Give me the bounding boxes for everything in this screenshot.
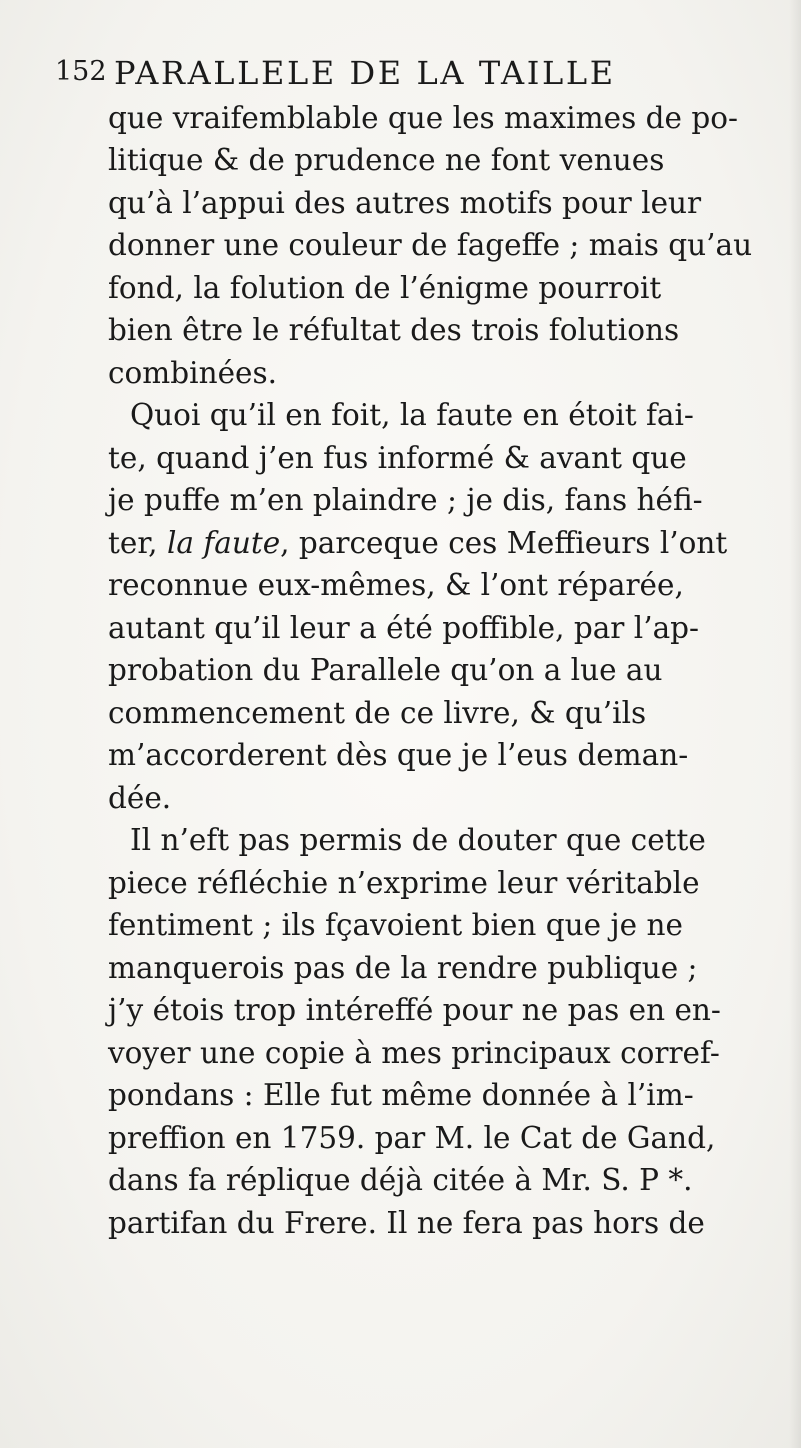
text-line: piece réfléchie n’exprime leur véritable xyxy=(108,866,700,900)
text-line: fond, la folution de l’énigme pourroit xyxy=(108,271,662,305)
text-line-mixed xyxy=(108,525,727,561)
text-line: litique & de prudence ne font venues xyxy=(108,143,665,177)
page-number: 152 xyxy=(55,56,107,87)
text-line: bien être le réfultat des trois folutions xyxy=(108,313,680,347)
text-line: pondans : Elle fut même donnée à l’im- xyxy=(108,1078,694,1112)
text-line: dée. xyxy=(108,781,172,815)
text-line: autant qu’il leur a été poffible, par l’ap- xyxy=(108,611,700,645)
text-line: voyer une copie à mes principaux corref- xyxy=(108,1036,720,1070)
text-line: manquerois pas de la rendre publique ; xyxy=(108,951,698,985)
text-segment: ter, xyxy=(108,526,158,560)
text-line: qu’à l’appui des autres motifs pour leur xyxy=(108,186,702,220)
text-line: reconnue eux-mêmes, & l’ont réparée, xyxy=(108,568,684,602)
text-line: Quoi qu’il en foit, la faute en étoit fai- xyxy=(130,398,694,432)
text-line: dans fa réplique déjà citée à Mr. S. P *. xyxy=(108,1163,693,1197)
text-line: m’accorderent dès que je l’eus deman- xyxy=(108,738,689,772)
page-edge-shadow xyxy=(789,0,801,1448)
text-line: commencement de ce livre, & qu’ils xyxy=(108,696,647,730)
italic-phrase: la faute xyxy=(166,526,281,560)
text-line: je puffe m’en plaindre ; je dis, fans héfi- xyxy=(108,483,703,517)
running-head: PARALLELE DE LA TAILLE xyxy=(114,54,616,92)
text-line: donner une couleur de fageffe ; mais qu’au xyxy=(108,228,753,262)
page-header xyxy=(55,54,755,94)
text-line: fentiment ; ils fçavoient bien que je ne xyxy=(108,908,683,942)
text-line: Il n’eft pas permis de douter que cette xyxy=(130,823,706,857)
text-line: partifan du Frere. Il ne fera pas hors de xyxy=(108,1206,705,1240)
text-line: j’y étois trop intéreffé pour ne pas en en- xyxy=(108,993,721,1027)
text-segment: , parceque ces Meffieurs l’ont xyxy=(280,526,728,560)
text-line: que vraifemblable que les maximes de po- xyxy=(108,101,738,135)
text-line: preffion en 1759. par M. le Cat de Gand, xyxy=(108,1121,716,1155)
text-line: probation du Parallele qu’on a lue au xyxy=(108,653,663,687)
text-line: combinées. xyxy=(108,356,278,390)
text-line: te, quand j’en fus informé & avant que xyxy=(108,441,687,475)
